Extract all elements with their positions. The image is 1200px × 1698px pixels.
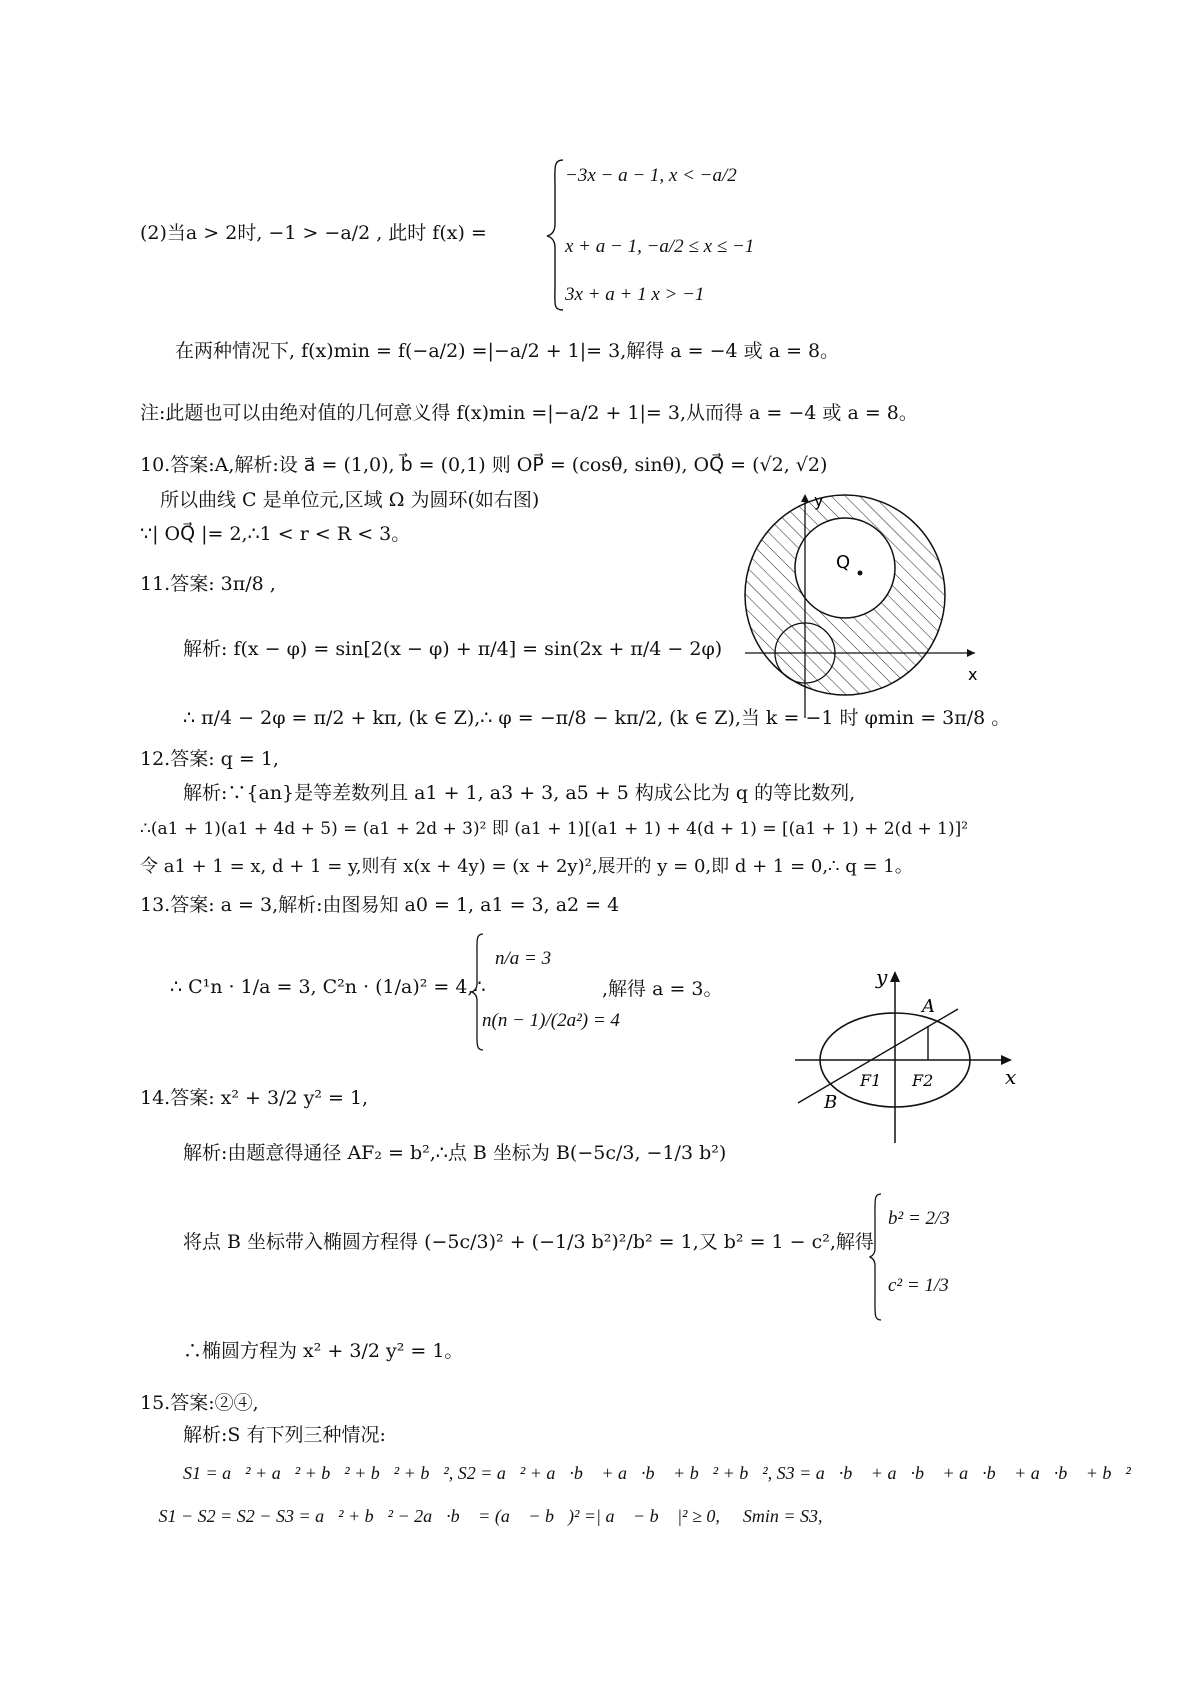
piece-1: −3x − a − 1, x < −a/2 (565, 165, 737, 186)
annulus-figure (740, 490, 1000, 720)
fig2-f1-label: F1 (860, 1071, 882, 1090)
q10-line2: 所以曲线 C 是单位元,区域 Ω 为圆环(如右图) (160, 489, 540, 511)
q14-sys1: b² = 2/3 (888, 1208, 950, 1229)
q12-solution: 解析:∵{an}是等差数列且 a1 + 1, a3 + 3, a5 + 5 构成公比为 q 的等比数列, (183, 782, 856, 804)
q13-line2: ∴ C¹n · 1/a = 3, C²n · (1/a)² = 4,∴ (170, 976, 486, 998)
q14-sys2: c² = 1/3 (888, 1275, 949, 1296)
fig2-f2-label: F2 (912, 1071, 934, 1090)
q13-brace (470, 932, 486, 1052)
line-case2: (2)当a > 2时, −1 > −a/2 , 此时 f(x) = (140, 222, 487, 244)
fig2-b-label: B (824, 1092, 838, 1113)
fig1-q-label: Q (836, 552, 851, 573)
line-note: 注:此题也可以由绝对值的几何意义得 f(x)min =|−a/2 + 1|= 3,从而得 a = −4 或 a = 8。 (140, 402, 918, 424)
q15-solution: 解析:S 有下列三种情况: (183, 1424, 386, 1446)
q12-line2: ∴(a1 + 1)(a1 + 4d + 5) = (a1 + 2d + 3)² 即 (a1 + 1)[(a1 + 1) + 4(d + 1) = [(a1 + 1) + 2(d + 1)]² (140, 819, 969, 839)
piecewise-brace (545, 158, 567, 313)
q12-answer: 12.答案: q = 1, (140, 748, 279, 770)
q14-brace (868, 1192, 884, 1322)
q14-answer: 14.答案: x² + 3/2 y² = 1, (140, 1087, 369, 1109)
q14-line2: 将点 B 坐标带入椭圆方程得 (−5c/3)² + (−1/3 b²)²/b² = 1,又 b² = 1 − c²,解得 (183, 1231, 874, 1253)
fig2-x-label: x (1005, 1065, 1017, 1089)
q13-sys2: n(n − 1)/(2a²) = 4 (482, 1010, 620, 1031)
line-min: 在两种情况下, f(x)min = f(−a/2) =|−a/2 + 1|= 3,解得 a = −4 或 a = 8。 (175, 340, 840, 362)
fig2-y-label: y (876, 968, 888, 989)
ellipse-figure (790, 968, 1020, 1148)
q14-result: ∴椭圆方程为 x² + 3/2 y² = 1。 (183, 1340, 464, 1362)
q10-answer: 10.答案:A,解析:设 a⃗ = (1,0), b⃗ = (0,1) 则 OP⃗ = (cosθ, sinθ), OQ⃗ = (√2, √2) (140, 454, 828, 476)
q11-line2: ∴ π/4 − 2φ = π/2 + kπ, (k ∈ Z),∴ φ = −π/8 − kπ/2, (k ∈ Z),当 k = −1 时 φmin = 3π/8 。 (183, 707, 1011, 729)
q13-answer: 13.答案: a = 3,解析:由图易知 a0 = 1, a1 = 3, a2 = 4 (140, 894, 620, 916)
q10-line3: ∵| OQ⃗ |= 2,∴1 < r < R < 3。 (140, 523, 411, 545)
q14-solution: 解析:由题意得通径 AF₂ = b²,∴点 B 坐标为 B(−5c/3, −1/3 b²) (183, 1142, 727, 1164)
fig2-a-label: A (922, 996, 935, 1017)
fig1-y-label: y (814, 491, 824, 510)
q11-solution: 解析: f(x − φ) = sin[2(x − φ) + π/4] = sin(2x + π/4 − 2φ) (183, 638, 723, 660)
q15-answer: 15.答案:②④, (140, 1392, 259, 1414)
q12-line3: 令 a1 + 1 = x, d + 1 = y,则有 x(x + 4y) = (x + 2y)²,展开的 y = 0,即 d + 1 = 0,∴ q = 1。 (140, 856, 913, 877)
q15-line3: ∵ S1 − S2 = S2 − S3 = a⃗² + b⃗² − 2a⃗·b⃗ = (a⃗ − b⃗)² =| a⃗ − b⃗ |² ≥ 0, ∴ Smin = S3, (140, 1506, 823, 1526)
q13-sys1: n/a = 3 (495, 948, 552, 969)
q15-line2: S1 = a⃗² + a⃗² + b⃗² + b⃗² + b⃗², S2 = a⃗² + a⃗·b⃗ + a⃗·b⃗ + b⃗² + b⃗², S3 = a⃗·b⃗ + a⃗·b⃗ + a⃗·b⃗ + a⃗·b⃗ + b⃗² (183, 1463, 1131, 1483)
q13-result: ,解得 a = 3。 (602, 978, 723, 1000)
piece-2: x + a − 1, −a/2 ≤ x ≤ −1 (565, 236, 755, 257)
q11-answer: 11.答案: 3π/8 , (140, 573, 276, 595)
fig1-x-label: x (968, 665, 978, 684)
piece-3: 3x + a + 1 x > −1 (565, 284, 705, 305)
